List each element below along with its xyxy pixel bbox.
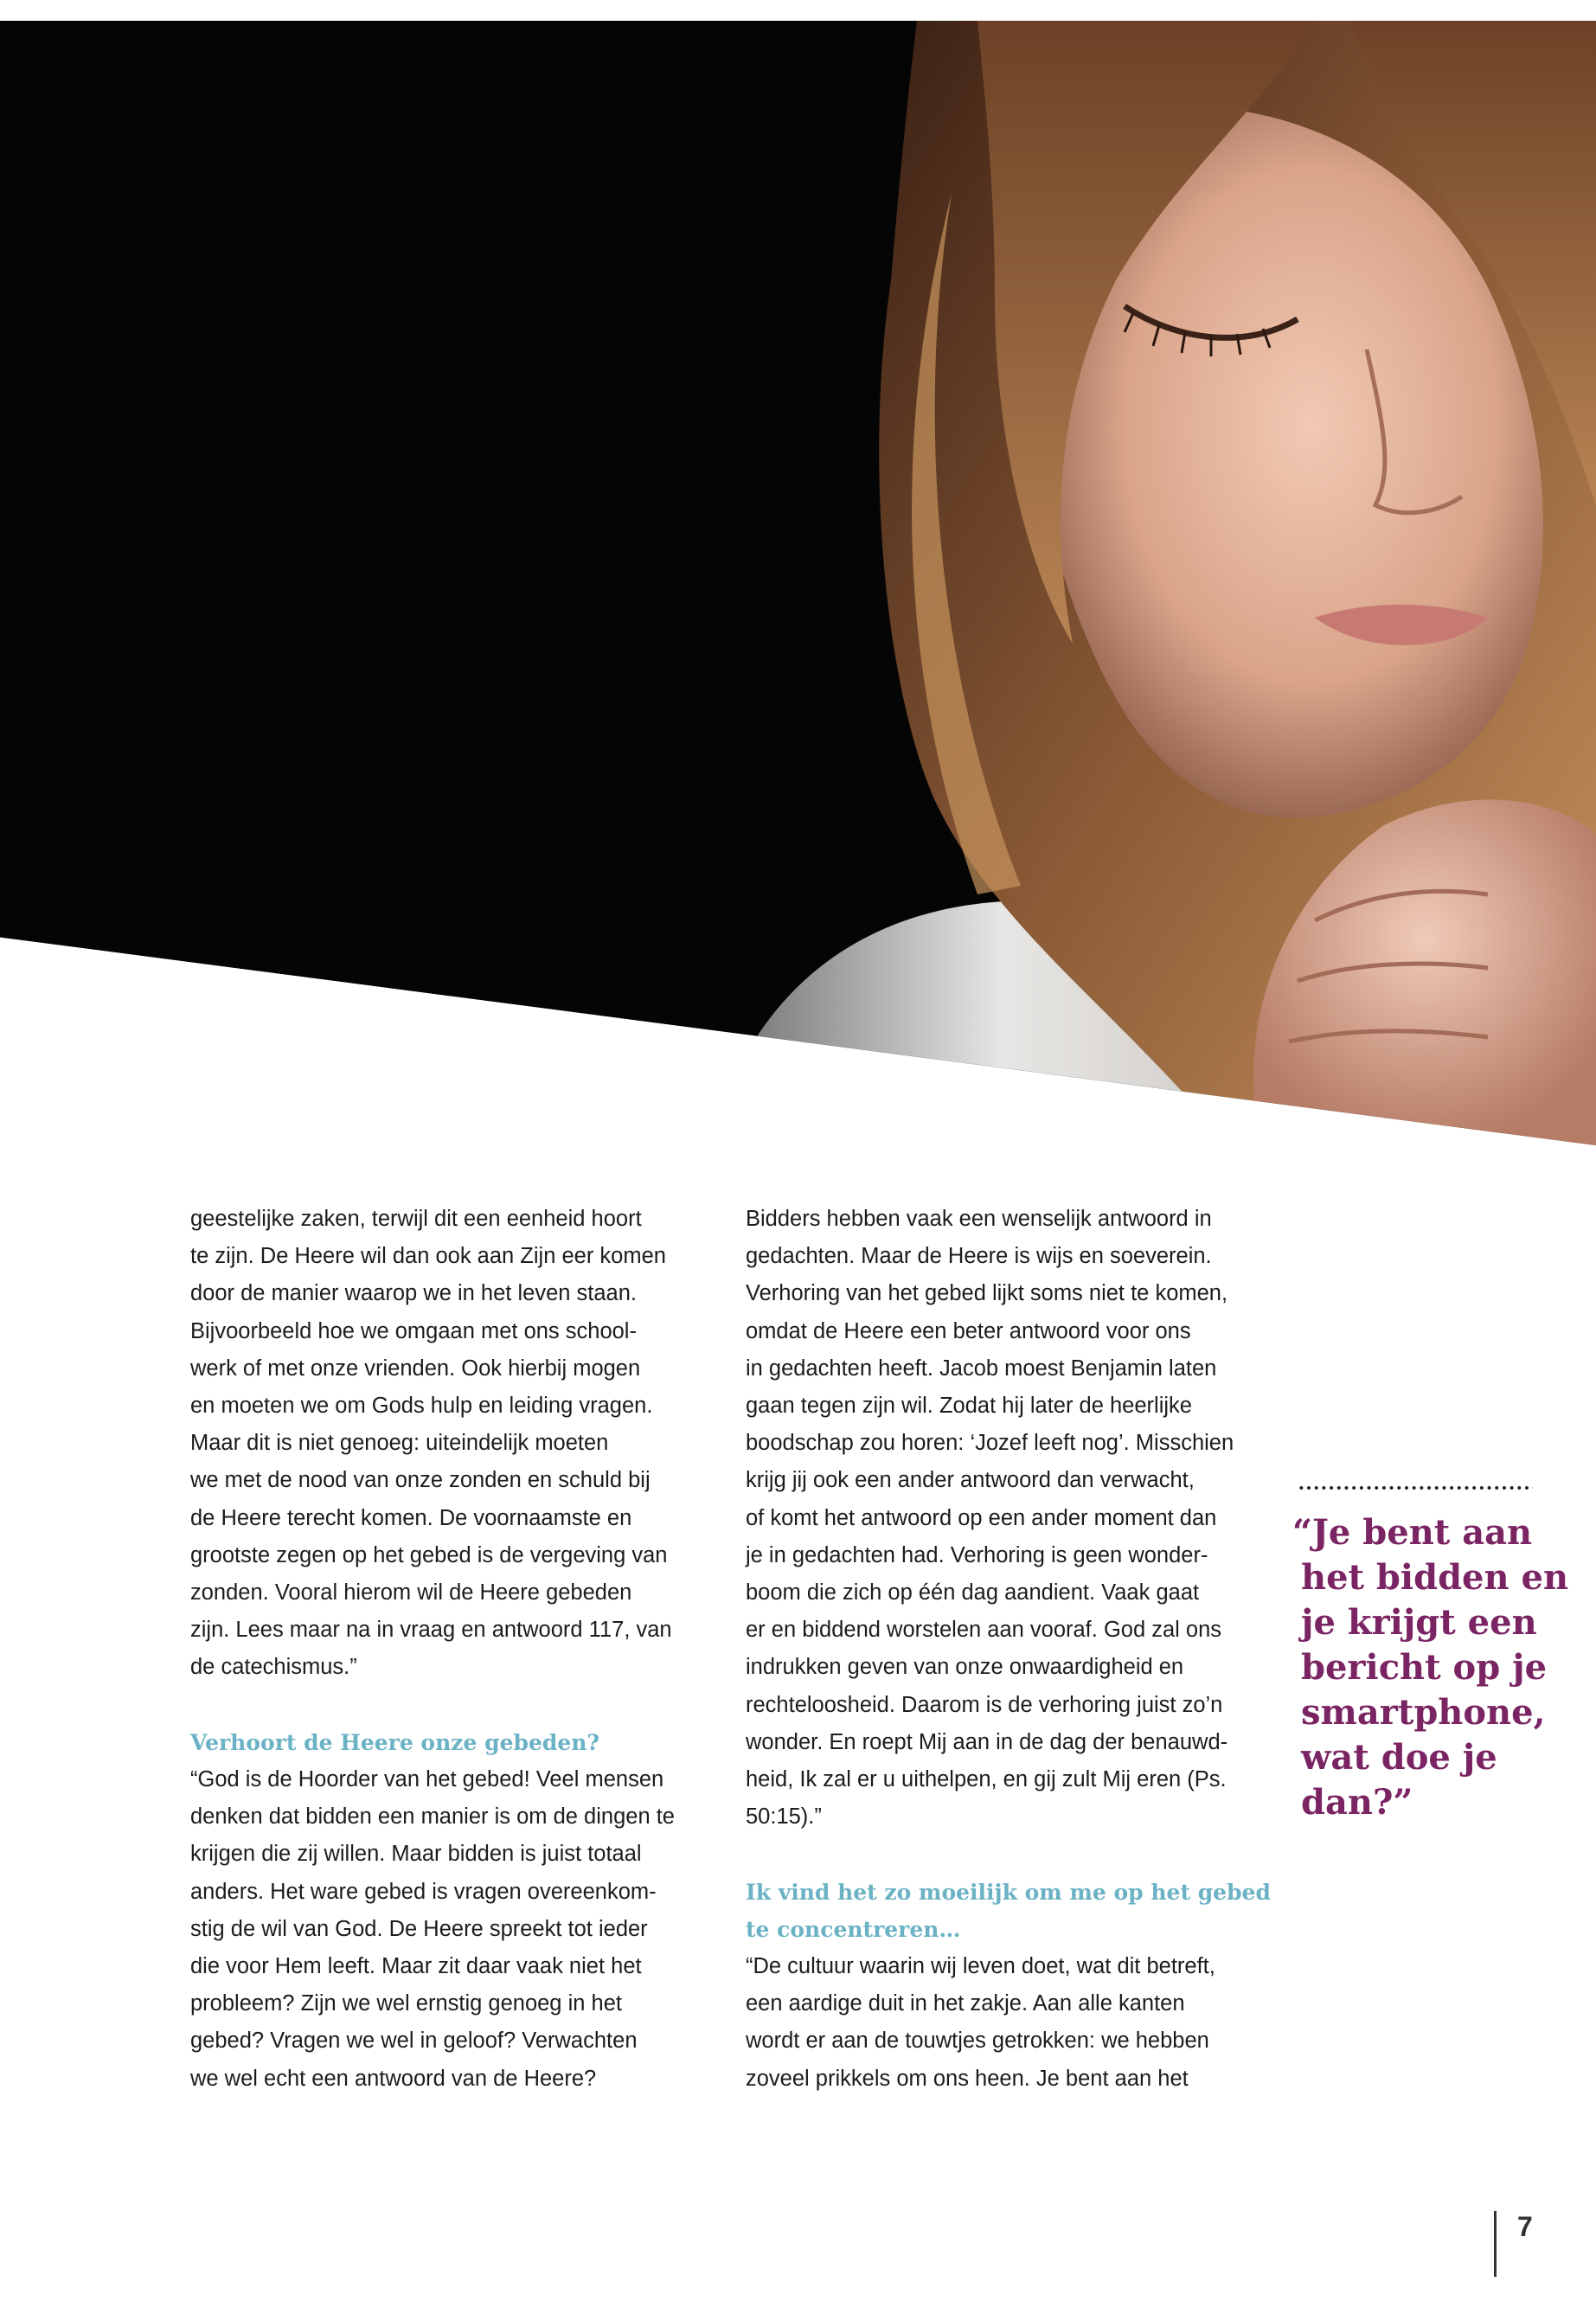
text-line: of komt het antwoord op een ander moment dan bbox=[746, 1505, 1217, 1530]
page-number-rule bbox=[1494, 2211, 1497, 2277]
pull-quote-line: “Je bent aan bbox=[1292, 1512, 1533, 1553]
text-line: “De cultuur waarin wij leven doet, wat dit betreft, bbox=[746, 1954, 1215, 1979]
text-line: er en biddend worstelen aan vooraf. God zal ons bbox=[746, 1618, 1222, 1643]
text-line: in gedachten heeft. Jacob moest Benjamin laten bbox=[746, 1356, 1217, 1381]
text-line: gaan tegen zijn wil. Zodat hij later de heerlijke bbox=[746, 1394, 1192, 1419]
article-column-left bbox=[190, 1201, 709, 2098]
text-line: stig de wil van God. De Heere spreekt tot ieder bbox=[190, 1916, 648, 1941]
hero-photo bbox=[0, 21, 1596, 1145]
pull-quote-line: het bidden en bbox=[1301, 1557, 1569, 1598]
text-line: wordt er aan de touwtjes getrokken: we hebben bbox=[746, 2029, 1209, 2054]
text-line: die voor Hem leeft. Maar zit daar vaak niet het bbox=[190, 1954, 642, 1979]
text-line: een aardige duit in het zakje. Aan alle kanten bbox=[746, 1991, 1185, 2016]
text-line: Maar dit is niet genoeg: uiteindelijk moeten bbox=[190, 1431, 609, 1456]
text-line: zijn. Lees maar na in vraag en antwoord 117, van bbox=[190, 1618, 672, 1643]
pull-quote bbox=[1292, 1484, 1569, 1825]
text-line: geestelijke zaken, terwijl dit een eenheid hoort bbox=[190, 1207, 642, 1231]
pull-quote-text bbox=[1292, 1510, 1569, 1825]
text-line: te zijn. De Heere wil dan ook aan Zijn eer komen bbox=[190, 1244, 666, 1269]
section-heading: Verhoort de Heere onze gebeden? bbox=[190, 1729, 600, 1755]
text-line: werk of met onze vrienden. Ook hierbij mogen bbox=[190, 1356, 641, 1381]
section-heading-line: te concentreren… bbox=[746, 1916, 961, 1942]
paragraph-gap bbox=[746, 1836, 1265, 1873]
text-line: wonder. En roept Mij aan in de dag der benauwd- bbox=[746, 1729, 1228, 1754]
text-line: en moeten we om Gods hulp en leiding vragen. bbox=[190, 1394, 653, 1419]
text-line: “God is de Hoorder van het gebed! Veel mensen bbox=[190, 1767, 664, 1792]
text-line: je in gedachten had. Verhoring is geen wonder- bbox=[746, 1542, 1208, 1567]
text-line: de catechismus.” bbox=[190, 1655, 357, 1680]
text-line: gebed? Vragen we wel in geloof? Verwachten bbox=[190, 2029, 638, 2054]
text-line: we wel echt een antwoord van de Heere? bbox=[190, 2066, 597, 2091]
pull-quote-line: bericht op je bbox=[1301, 1647, 1548, 1688]
article-column-middle bbox=[746, 1201, 1271, 2098]
section-heading-line: Ik vind het zo moeilijk om me op het gebed bbox=[746, 1879, 1271, 1905]
pull-quote-line: je krijgt een bbox=[1301, 1602, 1537, 1643]
text-line: boom die zich op één dag aandient. Vaak gaat bbox=[746, 1580, 1200, 1606]
praying-girl-illustration bbox=[0, 21, 1596, 1145]
text-line: zoveel prikkels om ons heen. Je bent aan het bbox=[746, 2066, 1189, 2091]
text-line: gedachten. Maar de Heere is wijs en soeverein. bbox=[746, 1244, 1212, 1269]
text-line: heid, Ik zal er u uithelpen, en gij zult Mij eren (Ps. bbox=[746, 1767, 1227, 1792]
text-line: indrukken geven van onze onwaardigheid en bbox=[746, 1655, 1184, 1680]
text-line: zonden. Vooral hierom wil de Heere gebeden bbox=[190, 1580, 632, 1606]
text-line: denken dat bidden een manier is om de dingen te bbox=[190, 1804, 675, 1830]
text-line: Bijvoorbeeld hoe we omgaan met ons school- bbox=[190, 1318, 637, 1343]
text-line: we met de nood van onze zonden en schuld bij bbox=[190, 1468, 651, 1493]
text-line: probleem? Zijn we wel ernstig genoeg in het bbox=[190, 1991, 622, 2016]
text-line: krijg jij ook een ander antwoord dan verwacht, bbox=[746, 1468, 1195, 1493]
text-line: door de manier waarop we in het leven staan. bbox=[190, 1281, 637, 1306]
pull-quote-line: dan?” bbox=[1301, 1782, 1413, 1823]
pull-quote-line: smartphone, bbox=[1301, 1692, 1546, 1733]
text-line: de Heere terecht komen. De voornaamste en bbox=[190, 1505, 632, 1530]
text-line: anders. Het ware gebed is vragen overeenkom- bbox=[190, 1879, 657, 1904]
text-line: 50:15).” bbox=[746, 1804, 822, 1830]
text-line: Verhoring van het gebed lijkt soms niet te komen, bbox=[746, 1281, 1228, 1306]
paragraph-gap bbox=[190, 1687, 709, 1724]
text-line: krijgen die zij willen. Maar bidden is juist totaal bbox=[190, 1842, 642, 1867]
text-line: omdat de Heere een beter antwoord voor ons bbox=[746, 1318, 1191, 1343]
text-line: grootste zegen op het gebed is de vergeving van bbox=[190, 1542, 668, 1567]
text-line: rechteloosheid. Daarom is de verhoring juist zo’n bbox=[746, 1692, 1223, 1717]
text-line: Bidders hebben vaak een wenselijk antwoord in bbox=[746, 1207, 1212, 1231]
page-number: 7 bbox=[1517, 2211, 1533, 2242]
text-line: boodschap zou horen: ‘Jozef leeft nog’. Misschien bbox=[746, 1431, 1234, 1456]
pull-quote-line: wat doe je bbox=[1301, 1737, 1497, 1778]
dotted-divider bbox=[1298, 1484, 1533, 1491]
